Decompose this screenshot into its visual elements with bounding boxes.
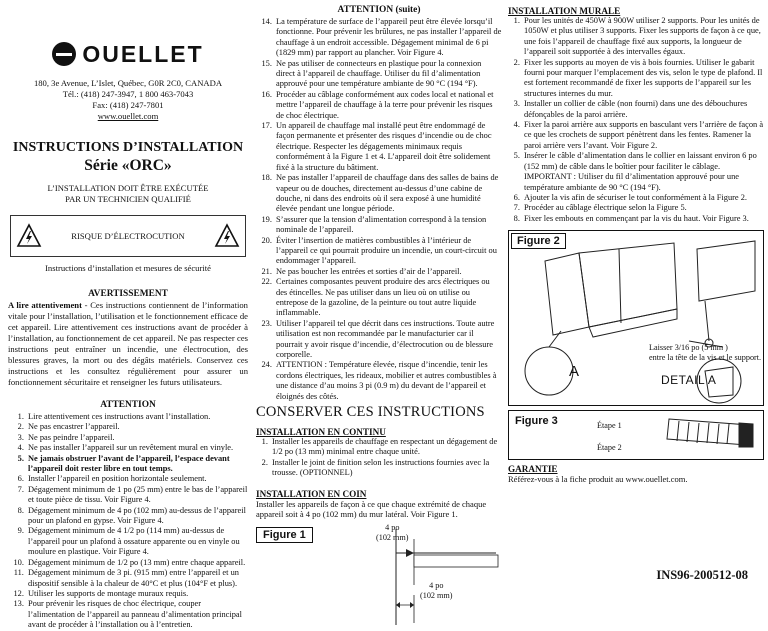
list-item: 24. ATTENTION : Température élevée, risque d’incendie, tenir les cordons électriques, les rideaux, mobilier et autres combustibles à une distance d’au moins 3 pi (0.9 m) du devant de l’appareil et éloignés des côtés.	[274, 360, 502, 402]
list-item: 23. Utiliser l’appareil tel que décrit dans ces instructions. Toute autre utilisation est non recommandée par le manufacturier car il pourrait y avoir risque d’incendie, d’électrocution ou de blessure corporelle.	[274, 319, 502, 361]
dim-right-mm: (102 mm)	[420, 591, 453, 601]
figure-3-step-2: Étape 2	[597, 443, 622, 453]
qualified-line-2: PAR UN TECHNICIEN QUALIFIÉ	[65, 194, 191, 204]
series-title: Série «ORC»	[84, 157, 172, 174]
coin-heading: INSTALLATION EN COIN	[256, 488, 367, 499]
continu-heading: INSTALLATION EN CONTINU	[256, 427, 386, 438]
list-item: 9. Dégagement minimum de 4 1/2 po (114 mm) au-dessus de l’appareil pour un plafond à ossature apparente ou en vinyle ou moulure en plastique. Voir Figure 4.	[26, 526, 248, 557]
electrocution-hazard-box	[10, 215, 246, 257]
list-item: 1. Installer les appareils de chauffage en respectant un dégagement de 1/2 po (13 mm) minimal entre chaque unité.	[270, 437, 502, 458]
list-item: 2. Ne pas encastrer l’appareil.	[26, 422, 248, 432]
column-right	[508, 0, 764, 485]
attention-list-continued	[256, 17, 502, 402]
company-website-link[interactable]: www.ouellet.com	[97, 111, 159, 121]
list-item: 5. Insérer le câble d’alimentation dans le collier en laissant environ 6 po (152 mm) de câble dans le boîtier pour faciliter le câblage. IMPORTANT : Utiliser du fil d’alimentation approuvé pour une température ambiante de 90 °C (194 °F).	[522, 151, 764, 193]
list-item: 4. Fixer la paroi arrière aux supports en basculant vers l’arrière de façon à ce que les crochets de support pénètrent dans les fentes. Ramener la paroi arrière vers l’avant. Voir Figure 2.	[522, 120, 764, 151]
garantie-text: Référez-vous à la fiche produit au www.ouellet.com.	[508, 474, 688, 485]
dim-top-mm: (102 mm)	[376, 533, 409, 543]
figure-3-drawing	[649, 415, 759, 457]
attention-list	[8, 412, 248, 631]
conserve-heading: CONSERVER CES INSTRUCTIONS	[256, 404, 485, 421]
figure-2-note-line-2: entre la tête de la vis et le support.	[649, 353, 762, 363]
company-address: 180, 3e Avenue, L’Islet, Québec, G0R 2C0, CANADA	[33, 78, 223, 88]
list-item: 7. Procéder au câblage électrique selon la Figure 5.	[522, 203, 764, 213]
figure-2-note-line-1: Laisser 3/16 po (5 mm )	[649, 343, 728, 353]
figure-2-title: Figure 2	[511, 233, 566, 249]
list-item: 1. Lire attentivement ces instructions avant l’installation.	[26, 412, 248, 422]
figure-3	[508, 410, 764, 460]
figure-2	[508, 230, 764, 406]
warning-lead: A lire attentivement	[8, 300, 82, 310]
list-item: 11. Dégagement minimum de 3 pi. (915 mm) entre l’appareil et un dispositif sensible à la chaleur de 40°C et plus (104°F et plus).	[26, 568, 248, 589]
list-item: 18. Ne pas installer l’appareil de chauffage dans des salles de bains de vapeur ou de douches, directement au-dessus d’une cabine de douche, ni dans des endroits où il sera exposé à une humidité élevée pendant une longue période.	[274, 173, 502, 215]
list-item: 21. Ne pas boucher les entrées et sorties d’air de l’appareil.	[274, 267, 502, 277]
logo-wordmark: OUELLET	[82, 40, 204, 67]
list-item: 7. Dégagement minimum de 1 po (25 mm) entre le bas de l’appareil et toute pièce de tissu. Voir Figure 4.	[26, 485, 248, 506]
figure-3-step-1: Étape 1	[597, 421, 622, 431]
electric-hazard-icon	[17, 224, 41, 248]
coin-text: Installer les appareils de façon à ce que chaque extrémité de chaque appareil soit à 4 po (102 mm) du mur latéral. Voir Figure 1.	[256, 498, 487, 520]
column-middle	[256, 0, 502, 627]
list-item: 15. Ne pas utiliser de connecteurs en plastique pour la connexion direct à l’appareil de chauffage. Utiliser du fil d’alimentation approuvé pour une température ambiante de 90 °C (194 °F).	[274, 59, 502, 90]
list-item: 1. Pour les unités de 450W à 900W utiliser 2 supports. Pour les unités de 1050W et plus utiliser 3 supports. Fixer les supports de façon à ce que, une fois l’appareil de chauffage fixé aux supports, la longueur de l’appareil soit supportée à des intervalles égaux.	[522, 16, 764, 58]
list-item: 8. Fixer les embouts en commençant par la vis du haut. Voir Figure 3.	[522, 214, 764, 224]
column-left	[8, 0, 248, 631]
electric-hazard-icon	[215, 224, 239, 248]
warning-heading: AVERTISSEMENT	[88, 289, 168, 299]
attention-heading: ATTENTION	[100, 400, 156, 410]
dim-top-value: 4 po	[385, 523, 400, 533]
safety-caption: Instructions d’installation et mesures de sécurité	[45, 263, 211, 273]
list-item: 2. Installer le joint de finition selon les instructions fournies avec la trousse. (OPTIONNEL)	[270, 458, 502, 479]
company-phone: Tél.: (418) 247-3947, 1 800 463-7043	[62, 89, 194, 99]
qualified-line-1: L’INSTALLATION DOIT ÊTRE EXÉCUTÉE	[47, 183, 209, 193]
list-item: 6. Ajouter la vis afin de sécuriser le tout conformément à la Figure 2.	[522, 193, 764, 203]
list-item: 14. La température de surface de l’appareil peut être élevée lorsqu’il fonctionne. Pour prévenir les brûlures, ne pas installer l’appareil de chauffage à un endroit accessible. Dégagement minimal de 6 pi (1829 mm) par rapport au plancher. Voir Figure 4.	[274, 17, 502, 59]
warning-body: - Ces instructions contiennent de l’information vitale pour l’installation, l’utilisation et le fonctionnement efficace de cet appareil. Lire attentivement ces instructions avant de procéder à l’installation, au fonctionnement de cet appareil. Ne pas respecter ces instructions peut entraîner un incendie, une électrocution, des blessures graves, la mort ou des dégâts matériels. Conservez ces instructions et les consultez régulièrement pour assurer un fonctionnement sécuritaire et renseigner les futurs utilisateurs.	[8, 300, 248, 387]
figure-1-dim-right	[420, 581, 453, 601]
list-item: 6. Installer l’appareil en position horizontale seulement.	[26, 474, 248, 484]
list-item: 16. Procéder au câblage conformément aux codes local et national et mettre l’appareil de chauffage à la terre pour prévenir les risques de choc électrique.	[274, 90, 502, 121]
list-item: 13. Pour prévenir les risques de choc électrique, couper l’alimentation de l’appareil au panneau d’alimentation principal avant de procéder à l’installation ou à l’entretien.	[26, 599, 248, 630]
list-item: 19. S’assurer que la tension d’alimentation correspond à la tension nominale de l’appareil.	[274, 215, 502, 236]
company-fax: Fax: (418) 247-7801	[92, 100, 164, 110]
murale-list	[508, 16, 764, 224]
hazard-label: RISQUE D’ÉLECTROCUTION	[71, 231, 185, 241]
warning-text	[8, 300, 248, 388]
figure-3-title: Figure 3	[515, 415, 558, 428]
list-item: 3. Installer un collier de câble (non fourni) dans une des débouchures défonçables de la paroi arrière.	[522, 99, 764, 120]
figure-2-letter: A	[569, 363, 580, 381]
figure-1-dim-top	[376, 523, 409, 543]
document-code: INS96-200512-08	[656, 568, 748, 582]
ouellet-logo-icon	[52, 42, 76, 66]
figure-2-detail-label: DETAIL A	[661, 373, 717, 388]
list-item: 17. Un appareil de chauffage mal installé peut être endommagé de façon permanente et présenter des risques d’incendie ou de choc électrique. Respecter les dégagements minimaux requis conformément à la Figure 1 et 4. L’appareil doit être solidement fixé à la structure du bâtiment.	[274, 121, 502, 173]
murale-heading: INSTALLATION MURALE	[508, 6, 621, 16]
figure-1-title: Figure 1	[256, 527, 313, 543]
continu-list	[256, 437, 502, 479]
qualified-notice	[8, 183, 248, 205]
list-item: 5. Ne jamais obstruer l’avant de l’appareil, l’espace devant l’appareil doit rester libre en tout temps.	[26, 454, 248, 475]
list-item: 20. Éviter l’insertion de matières combustibles à l’intérieur de l’appareil ce qui pourrait produire un incendie, un court-circuit ou endommager l’appareil.	[274, 236, 502, 267]
garantie-heading: GARANTIE	[508, 464, 558, 475]
page-title: INSTRUCTIONS D’INSTALLATION	[12, 140, 244, 155]
company-logo	[8, 40, 248, 68]
list-item: 4. Ne pas installer l’appareil sur un revêtement mural en vinyle.	[26, 443, 248, 453]
figure-1	[256, 525, 502, 627]
list-item: 10. Dégagement minimum de 1/2 po (13 mm) entre chaque appareil.	[26, 558, 248, 568]
list-item: 2. Fixer les supports au moyen de vis à bois fournies. Utiliser le gabarit fourni pour marquer l’emplacement des vis, selon le type de plafond. Il est fortement recommandé de fixer les supports de l’appareil sur les structures internes du mur.	[522, 58, 764, 100]
dim-right-value: 4 po	[429, 581, 444, 591]
figure-2-note	[649, 343, 761, 363]
figure-2-drawing	[509, 231, 763, 407]
list-item: 8. Dégagement minimum de 4 po (102 mm) au-dessus de l’appareil pour un plafond en gypse. Voir Figure 4.	[26, 506, 248, 527]
company-address-block	[8, 78, 248, 122]
list-item: 3. Ne pas peindre l’appareil.	[26, 433, 248, 443]
list-item: 12. Utiliser les supports de montage muraux requis.	[26, 589, 248, 599]
list-item: 22. Certaines composantes peuvent produire des arcs électriques ou des étincelles. Ne pas utiliser dans un lieu où on utilise ou entrepose de la gazoline, de la peinture ou tout autre liquide inflammable.	[274, 277, 502, 319]
attention-cont-heading: ATTENTION (suite)	[337, 5, 421, 15]
